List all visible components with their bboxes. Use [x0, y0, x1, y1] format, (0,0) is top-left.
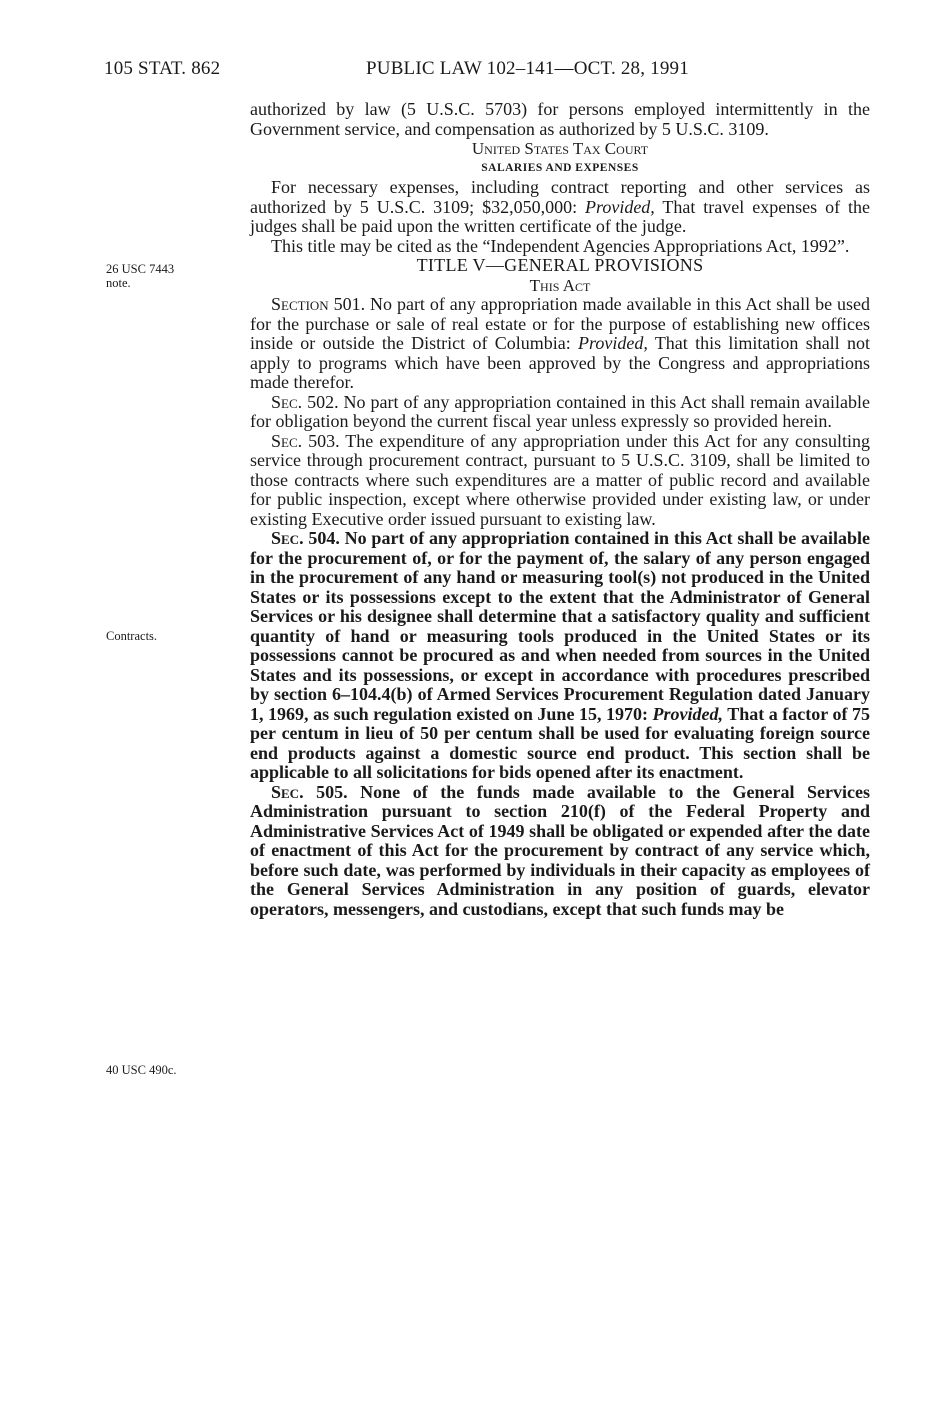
section-504-provided: Provided, — [652, 703, 724, 724]
section-505-text: 505. None of the funds made available to the General Services Administration pursuant to section 210(f) of the Federal Property and Administrative Services Act of 1949 shall be obligated or expended after the date of enactment of this Act for the procurement by contract of any service which, before such date, was performed by individuals in their capacity as employees of the General Services Administration in any position of guards, elevator operators, messengers, and custodians, except that such funds may be — [250, 781, 870, 919]
margin-note-26-usc-line1: 26 USC 7443 — [106, 262, 175, 276]
heading-tax-court: United States Tax Court — [471, 139, 649, 158]
section-502-label: Sec. — [271, 391, 303, 412]
stat-page-number: 105 STAT. 862 — [104, 58, 221, 79]
section-504 — [250, 529, 870, 783]
section-501-provided: Provided, — [578, 333, 648, 353]
paragraph-title-citation: This title may be cited as the “Independent Agencies Appropriations Act, 1992”. — [271, 235, 850, 256]
section-502 — [250, 393, 870, 432]
section-504-text-a: 504. No part of any appropriation contained in this Act shall be available for the procurement of, or for the payment of, the salary of any person engaged in the procurement of any hand or measuring tool(s) not produced in the United States or its possessions except to the extent that the Administrator of General Services or his designee shall determine that a satisfactory quality and sufficient quantity of hand or measuring tools produced in the United States or its possessions cannot be procured as and when needed from sources in the United States and its possessions, or except in accordance with procedures prescribed by section 6–104.4(b) of Armed Services Procurement Regulation dated January 1, 1969, as such regulation existed on June 15, 1970: — [250, 528, 870, 724]
paragraph-tax-court-expenses — [250, 178, 870, 237]
section-501-label: Section — [271, 294, 329, 314]
section-503-label: Sec. — [271, 430, 303, 451]
section-501 — [250, 295, 870, 393]
heading-salaries-expenses: SALARIES AND EXPENSES — [481, 161, 639, 174]
section-501-text-a: 501. No part of any appropriation made available in this Act shall be used for the purchase or sale of real estate or for the purpose of establishing new offices inside or outside the District of Columbia: — [250, 294, 870, 353]
section-503-text: 503. The expenditure of any appropriation under this Act for any consulting service through procurement contract, pursuant to 5 U.S.C. 3109, shall be limited to those contracts where such expenditures are a matter of public record and available for public inspection, except where otherwise provided under existing law, or under existing Executive order issued pursuant to existing law. — [250, 430, 870, 529]
provided-italic: Provided, — [585, 196, 655, 217]
margin-note-26-usc — [106, 262, 236, 290]
continued-paragraph: authorized by law (5 U.S.C. 5703) for persons employed intermittently in the Government service, and compensation as authorized by 5 U.S.C. 3109. — [250, 99, 870, 139]
heading-this-act: This Act — [529, 275, 591, 295]
margin-note-contracts: Contracts. — [106, 629, 158, 643]
body-text-column — [250, 100, 870, 919]
section-505 — [250, 783, 870, 920]
section-504-text-b: That a factor of 75 per centum in lieu of 50 per centum shall be used for evaluating foreign source end products against a domestic source end product. This section shall be applicable to all solicitations for bids opened after its enactment. — [250, 703, 870, 782]
section-502-text: 502. No part of any appropriation contained in this Act shall remain available for obligation beyond the current fiscal year unless expressly so provided herein. — [250, 391, 870, 431]
section-504-label: Sec. — [271, 528, 304, 548]
section-503 — [250, 432, 870, 530]
section-505-label: Sec. — [271, 781, 304, 802]
tax-court-text-a: For necessary expenses, including contract reporting and other services as authorized by 5 U.S.C. 3109; $32,050,000: — [250, 177, 870, 217]
heading-title-v: TITLE V—GENERAL PROVISIONS — [416, 255, 704, 275]
public-law-citation: PUBLIC LAW 102–141—OCT. 28, 1991 — [366, 58, 689, 79]
margin-note-40-usc: 40 USC 490c. — [106, 1063, 177, 1077]
tax-court-text-b: That travel expenses of the judges shall be paid upon the written certificate of the judge. — [250, 196, 870, 236]
section-501-text-b: That this limitation shall not apply to programs which have been approved by the Congress and appropriations made therefor. — [250, 333, 870, 392]
margin-note-26-usc-line2: note. — [106, 276, 131, 290]
